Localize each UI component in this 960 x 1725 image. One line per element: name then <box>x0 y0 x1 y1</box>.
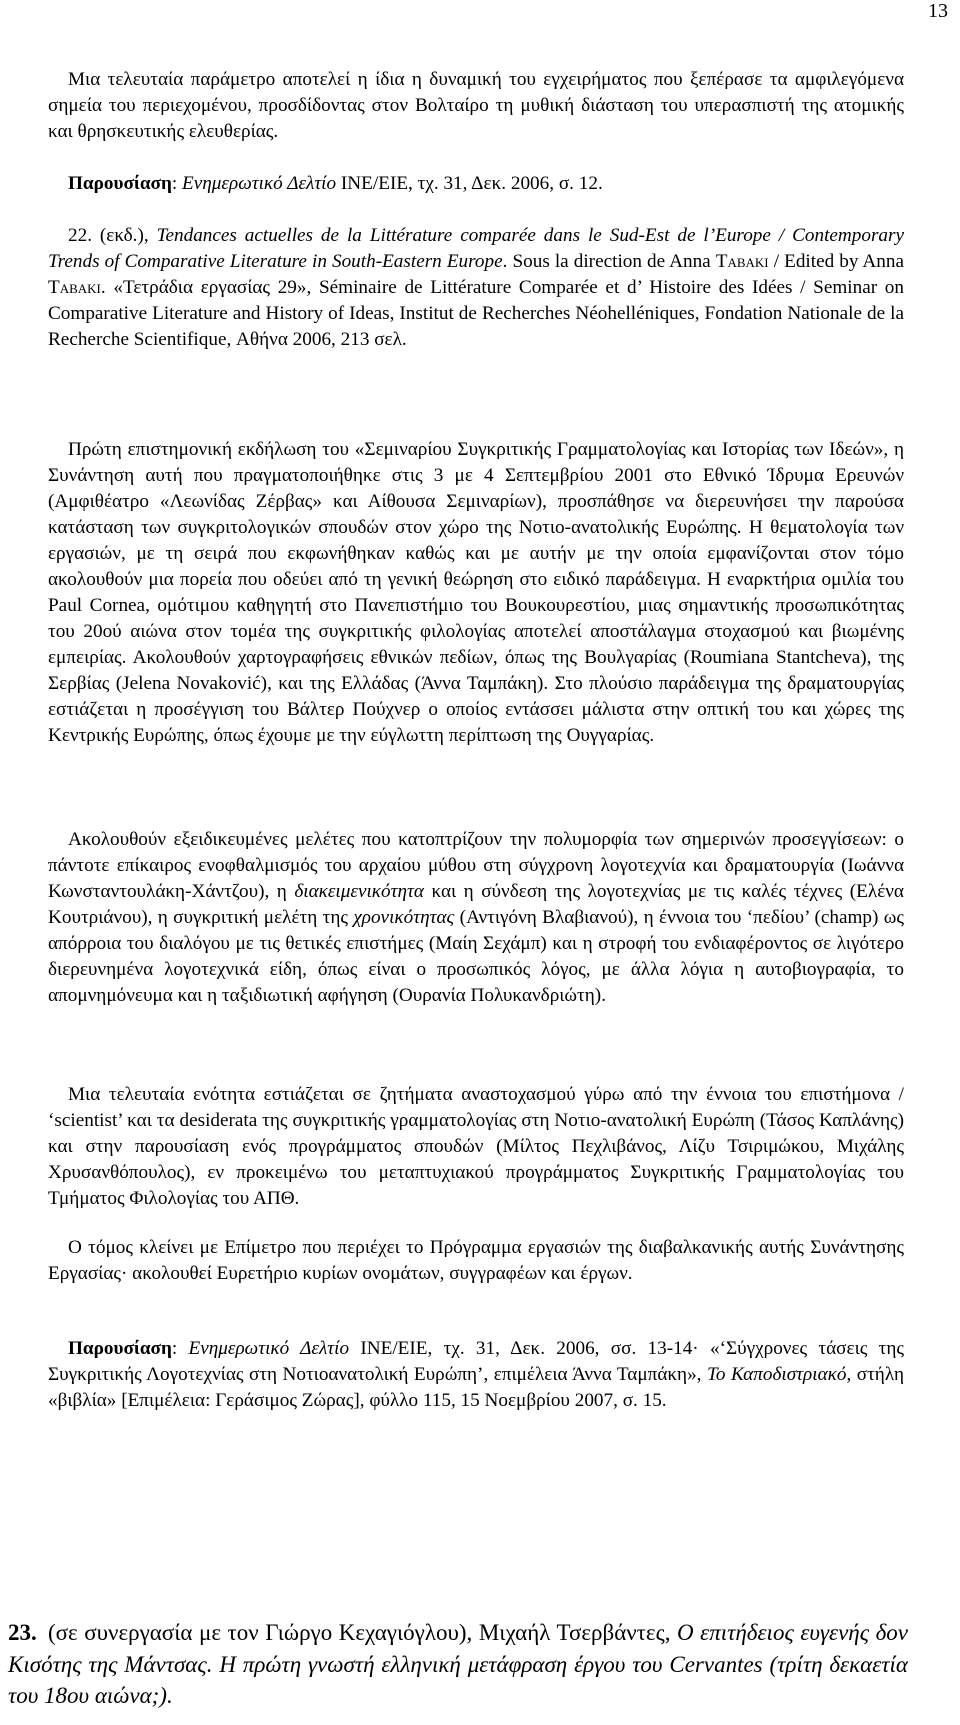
journal-title: Ενημερωτικό Δελτίο <box>182 173 337 194</box>
bibliography-item-22: 22. (εκδ.), Tendances actuelles de la Littérature comparée dans le Sud-Est de l’Europe / Contemporary Trends of Comparative Literature in South-Eastern Europe. Sous la direction de Anna Tabaki / Edited by Anna Tabaki. «Τετράδια εργασίας 29», Séminaire de Littérature Comparée et d’ Histoire des Idées / Seminar on Comparative Literature and History of Ideas, Institut de Recherches Néohelléniques, Fondation Nationale de la Recherche Scientifique, Αθήνα 2006, 213 σελ. <box>48 225 905 350</box>
paragraph-specialized-studies: Ακολουθούν εξειδικευμένες μελέτες που κατοπτρίζουν την πολυμορφία των σημερινών προσεγγίσεων: ο πάντοτε επίκαιρος ενοφθαλμισμός του αρχαίου μύθου στη σύγχρονη λογοτεχνία και δραματουργία (Ιωάννα Κωνσταντουλάκη-Χάντζου), η διακειμενικότητα και η σύνδεση της λογοτεχνίας με τις καλές τέχνες (Ελένα Κουτριάνου), η συγκριτική μελέτη της χρονικότητας (Αντιγόνη Βλαβιανού), η έννοια του ‘πεδίου’ (champ) ως απόρροια του διαλόγου με τις θετικές επιστήμες (Μαίη Σεχάμπ) και η στροφή του ενδιαφέροντος σε λιγότερο διερευνημένα λογοτεχνικά είδη, όπως είναι ο προσωπικός λόγος, με άλλα λόγια η αυτοβιογραφία, το απομνημόνευμα και η ταξιδιωτική αφήγηση (Ουρανία Πολυκανδριώτη). <box>48 829 904 1006</box>
page-number: 13 <box>928 0 948 22</box>
paragraph-text: Μια τελευταία ενότητα εστιάζεται σε ζητήματα αναστοχασμού γύρω από την έννοια του επιστήμονα / ‘scientist’ και τα desiderata της συγκριτικής γραμματολογίας στη Νοτιο-ανατολική Ευρώπη (Τάσος Καπλάνης) και στην παρουσίαση ενός προγράμματος σπουδών (Μίλτος Πεχλιβάνος, Λίζυ Τσιριμώκου, Μιχάλης Χρυσανθόπουλος), εν προκειμένω του μεταπτυχιακού προγράμματος Συγκριτικής Γραμματολογίας του Τμήματος Φιλολογίας του ΑΠΘ. <box>48 1084 904 1209</box>
newspaper-title: Το Καποδιστριακό <box>706 1364 847 1385</box>
italic-term: χρονικότητας <box>353 907 455 928</box>
italic-term: διακειμενικότητα <box>294 881 424 902</box>
editor-name: Tabaki <box>48 277 101 298</box>
paragraph-voltaire-conclusion <box>48 67 904 145</box>
bibliography-item-23: 23. (σε συνεργασία με τον Γιώργο Κεχαγιόγλου), Μιχαήλ Τσερβάντες, Ο επιτήδειος ευγενής δον Κισότης της Μάντσας. Η πρώτη γνωστή ελληνική μετάφραση έργου του Cervantes (τρίτη δεκαετία του 18ου αιώνα;). <box>8 1617 908 1712</box>
paragraph-text: Πρώτη επιστημονική εκδήλωση του «Σεμιναρίου Συγκριτικής Γραμματολογίας και Ιστορίας των Ιδεών», η Συνάντηση αυτή που πραγματοποιήθηκε στις 3 με 4 Σεπτεμβρίου 2001 στο Εθνικό Ίδρυμα Ερευνών (Αμφιθέατρο «Λεωνίδας Ζέρβας» και Αίθουσα Σεμιναρίων), προσπάθησε να διερευνήσει την παρούσα κατάσταση των συγκριτολογικών σπουδών στον χώρο της Νοτιο-ανατολικής Ευρώπης. Η θεματολογία των εργασιών, με τη σειρά που εκφωνήθηκαν καθώς και με αυτήν με την οποία εμφανίζονται στον τόμο ακολουθούν μια πορεία που οδεύει από τη γενική θεώρηση στο ειδικό παράδειγμα. Η εναρκτήρια ομιλία του Paul Cornea, ομότιμου καθηγητή στο Πανεπιστήμιο του Βουκουρεστίου, μιας σημαντικής προσωπικότητας του 20ού αιώνα στον τομέα της συγκριτικής φιλολογίας αποτελεί αποστάλαγμα στοχασμού και βιωμένης εμπειρίας. Ακολουθούν χαρτογραφήσεις εθνικών πεδίων, όπως της Βουλγαρίας (Roumiana Stantcheva), της Σερβίας (Jelena Novaković), και της Ελλάδας (Άννα Ταμπάκη). Στο πλούσιο παράδειγμα της δραματουργίας εστιάζεται η προσέγγιση του Βάλτερ Πούχνερ ο οποίος εντάσσει μάλιστα στην οπτική του και χώρες της Κεντρικής Ευρώπης, όπως έχουμε με την εύγλωττη περίπτωση της Ουγγαρίας. <box>48 439 904 746</box>
book-title: Tendances actuelles de la Littérature comparée dans le Sud-Est de l’Europe / Contemporary Trends of Comparative Literature in South-Eastern Europe <box>48 225 905 272</box>
paragraph-text: Μια τελευταία παράμετρο αποτελεί η ίδια η δυναμική του εγχειρήματος που ξεπέρασε τα αμφιλεγόμενα σημεία του περιεχομένου, προσδίδοντας στον Βολταίρο τη μυθική διάσταση του υπερασπιστή της ατομικής και θρησκευτικής ελευθερίας. <box>48 69 904 142</box>
item-number: 22. (εκδ.), <box>68 225 157 246</box>
presentation-line-1: Παρουσίαση: Ενημερωτικό Δελτίο ΙΝΕ/ΕΙΕ, τχ. 31, Δεκ. 2006, σ. 12. <box>68 173 603 194</box>
presentation-line-2: Παρουσίαση: Ενημερωτικό Δελτίο ΙΝΕ/ΕΙΕ, τχ. 31, Δεκ. 2006, σσ. 13-14· «‘Σύγχρονες τάσεις της Συγκριτικής Λογοτεχνίας στη Νοτιοανατολική Ευρώπη’, επιμέλεια Άννα Ταμπάκη», Το Καποδιστριακό, στήλη «βιβλία» [Επιμέλεια: Γεράσιμος Ζώρας], φύλλο 115, 15 Νοεμβρίου 2007, σ. 15. <box>48 1338 904 1411</box>
item-number: 23. <box>8 1620 37 1645</box>
paragraph-seminar-description <box>48 437 904 749</box>
paragraph-epilogue <box>48 1235 904 1287</box>
book-title: Ο επιτήδειος ευγενής δον Κισότης της Μάντσας. Η πρώτη γνωστή ελληνική μετάφραση έργου του Cervantes (τρίτη δεκαετία του 18ου αιώνα;). <box>8 1620 908 1708</box>
editor-name: Tabaki <box>715 251 769 272</box>
paragraph-text: Ο τόμος κλείνει με Επίμετρο που περιέχει το Πρόγραμμα εργασιών της διαβαλκανικής αυτής Συνάντησης Εργασίας· ακολουθεί Ευρετήριο κυρίων ονομάτων, συγγραφέων και έργων. <box>48 1237 904 1284</box>
presentation-label: Παρουσίαση <box>68 1338 172 1359</box>
journal-title: Ενημερωτικό Δελτίο <box>188 1338 350 1359</box>
presentation-label: Παρουσίαση <box>68 173 172 194</box>
paragraph-final-section <box>48 1082 904 1212</box>
